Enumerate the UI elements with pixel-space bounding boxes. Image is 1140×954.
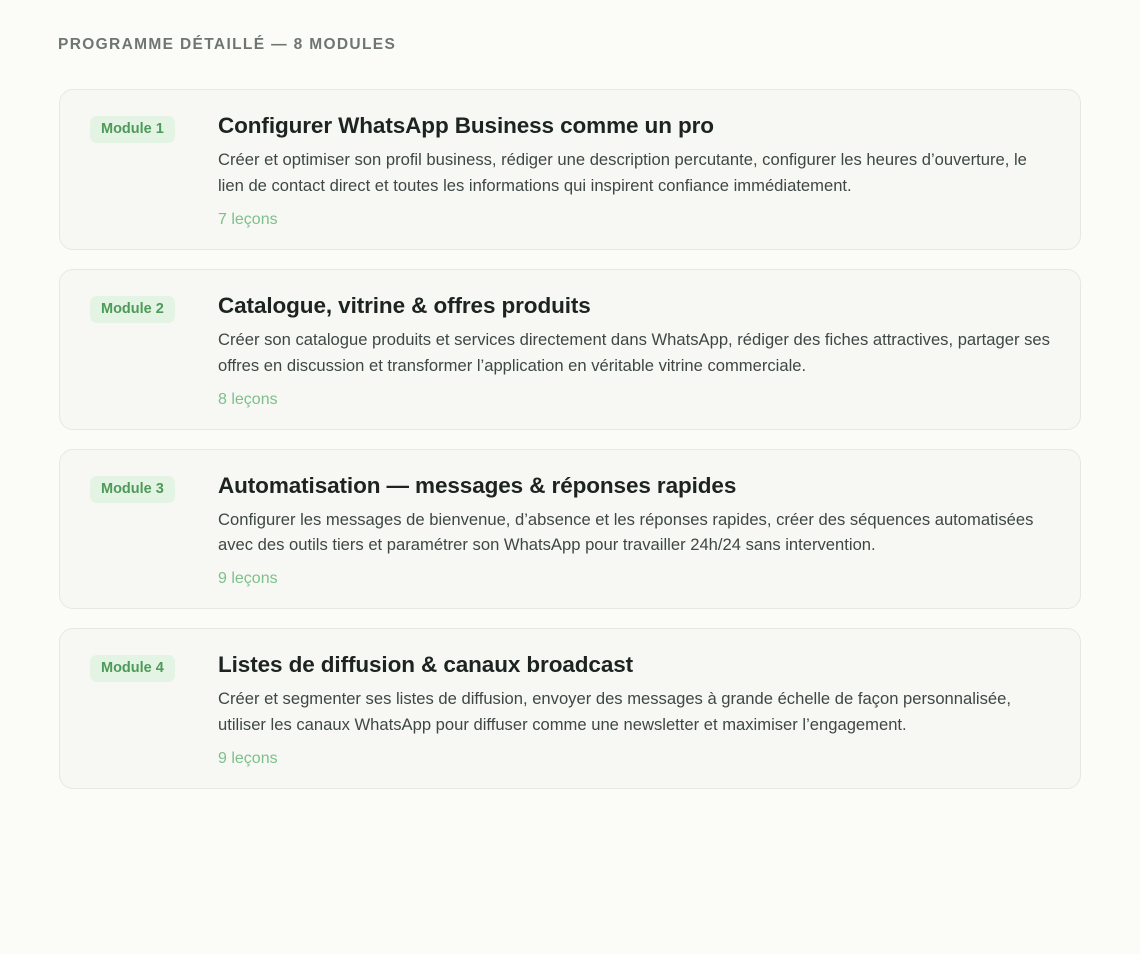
module-card[interactable]	[59, 269, 1081, 430]
module-lesson-count: 8 leçons	[218, 390, 278, 408]
module-badge-container	[90, 292, 218, 323]
module-list	[59, 89, 1081, 808]
module-badge: Module 3	[90, 476, 175, 503]
module-badge: Module 1	[90, 116, 175, 143]
module-description: Créer son catalogue produits et services directement dans WhatsApp, rédiger des fiches attractives, partager ses offres en discussion et transformer l’application en véritable vitrine commerciale.	[218, 329, 1050, 375]
module-card[interactable]	[59, 628, 1081, 789]
module-badge: Module 4	[90, 655, 175, 682]
module-lesson-count: 9 leçons	[218, 750, 278, 767]
module-card[interactable]	[59, 449, 1081, 610]
module-description: Créer et optimiser son profil business, rédiger une description percutante, configurer les heures d’ouverture, le lien de contact direct et toutes les informations qui inspirent confiance immédiatement.	[218, 150, 1027, 195]
module-badge-container	[90, 472, 218, 503]
module-badge-container	[90, 112, 218, 143]
page-title: PROGRAMME DÉTAILLÉ — 8 MODULES	[58, 36, 397, 53]
module-content	[218, 472, 1054, 589]
module-title: Catalogue, vitrine & offres produits	[218, 292, 591, 318]
module-title: Configurer WhatsApp Business comme un pro	[218, 113, 714, 138]
module-badge-container	[90, 651, 218, 682]
module-lesson-count: 9 leçons	[218, 570, 278, 588]
module-badge: Module 2	[90, 296, 175, 323]
module-title: Listes de diffusion & canaux broadcast	[218, 652, 634, 678]
module-title: Automatisation — messages & réponses rapides	[218, 472, 737, 498]
module-description: Créer et segmenter ses listes de diffusion, envoyer des messages à grande échelle de façon personnalisée, utiliser les canaux WhatsApp pour diffuser comme une newsletter et maximiser l’engagement.	[218, 689, 1011, 735]
module-content	[218, 651, 1054, 768]
module-card[interactable]	[59, 89, 1081, 250]
module-description: Configurer les messages de bienvenue, d’absence et les réponses rapides, créer des séquences automatisées avec des outils tiers et paramétrer son WhatsApp pour travailler 24h/24 sans intervention.	[218, 509, 1034, 555]
module-content	[218, 292, 1054, 409]
module-content	[218, 112, 1054, 229]
module-lesson-count: 7 leçons	[218, 210, 278, 228]
